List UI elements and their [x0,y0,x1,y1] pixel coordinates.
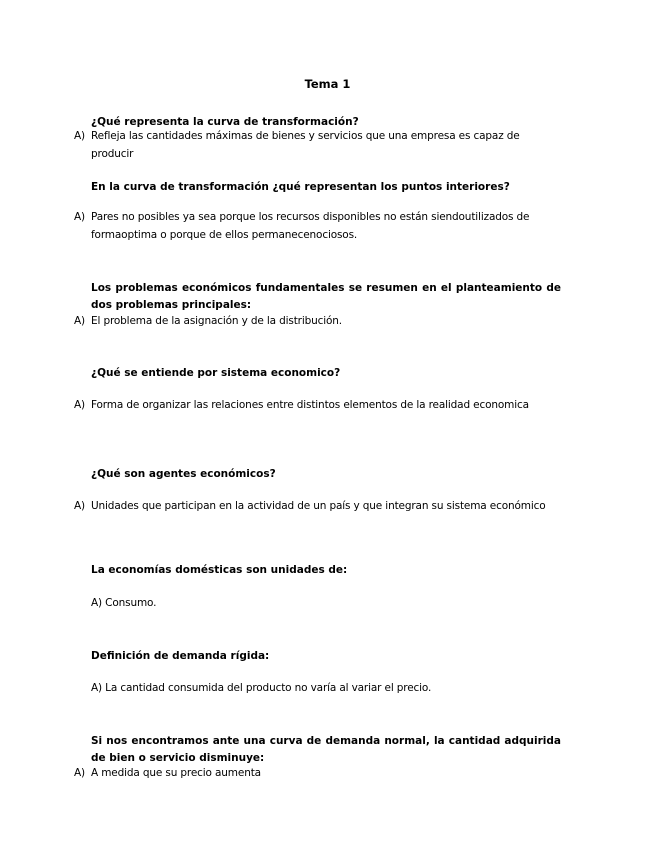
question-4: ¿Qué se entiende por sistema economico? [91,367,341,379]
document-title: Tema 1 [304,77,351,91]
question-2: En la curva de transformación ¿qué representan los puntos interiores? [91,181,510,193]
question-5: ¿Qué son agentes económicos? [91,468,276,480]
question-6: La economías domésticas son unidades de: [91,564,348,576]
answer-1-text: Refleja las cantidades máximas de bienes y servicios que una empresa es capaz de producir [91,130,520,160]
answer-1-letter: A) [74,130,85,142]
answer-7: A) La cantidad consumida del producto no varía al variar el precio. [91,682,432,694]
answer-2 [74,209,564,244]
answer-4 [74,397,564,415]
answer-3 [74,313,564,331]
answer-1 [74,128,564,163]
answer-3-text: El problema de la asignación y de la distribución. [91,315,342,327]
answer-5 [74,498,564,516]
answer-5-letter: A) [74,500,85,512]
question-7: Definición de demanda rígida: [91,650,270,662]
question-8: Si nos encontramos ante una curva de demanda normal, la cantidad adquirida de bien o servicio disminuye: [91,735,561,764]
answer-3-letter: A) [74,315,85,327]
answer-4-letter: A) [74,399,85,411]
answer-2-text: Pares no posibles ya sea porque los recursos disponibles no están siendoutilizados de formaoptima o porque de ellos permanecenociosos. [91,211,530,241]
question-3: Los problemas económicos fundamentales se resumen en el planteamiento de dos problemas principales: [91,282,561,311]
answer-8-letter: A) [74,767,85,779]
answer-2-letter: A) [74,211,85,223]
question-1: ¿Qué representa la curva de transformación? [91,116,359,128]
answer-6: A) Consumo. [91,597,157,609]
answer-5-text: Unidades que participan en la actividad de un país y que integran su sistema económico [91,500,546,512]
answer-8-text: A medida que su precio aumenta [91,767,261,779]
answer-4-text: Forma de organizar las relaciones entre distintos elementos de la realidad economica [91,399,529,411]
answer-8 [74,765,564,783]
